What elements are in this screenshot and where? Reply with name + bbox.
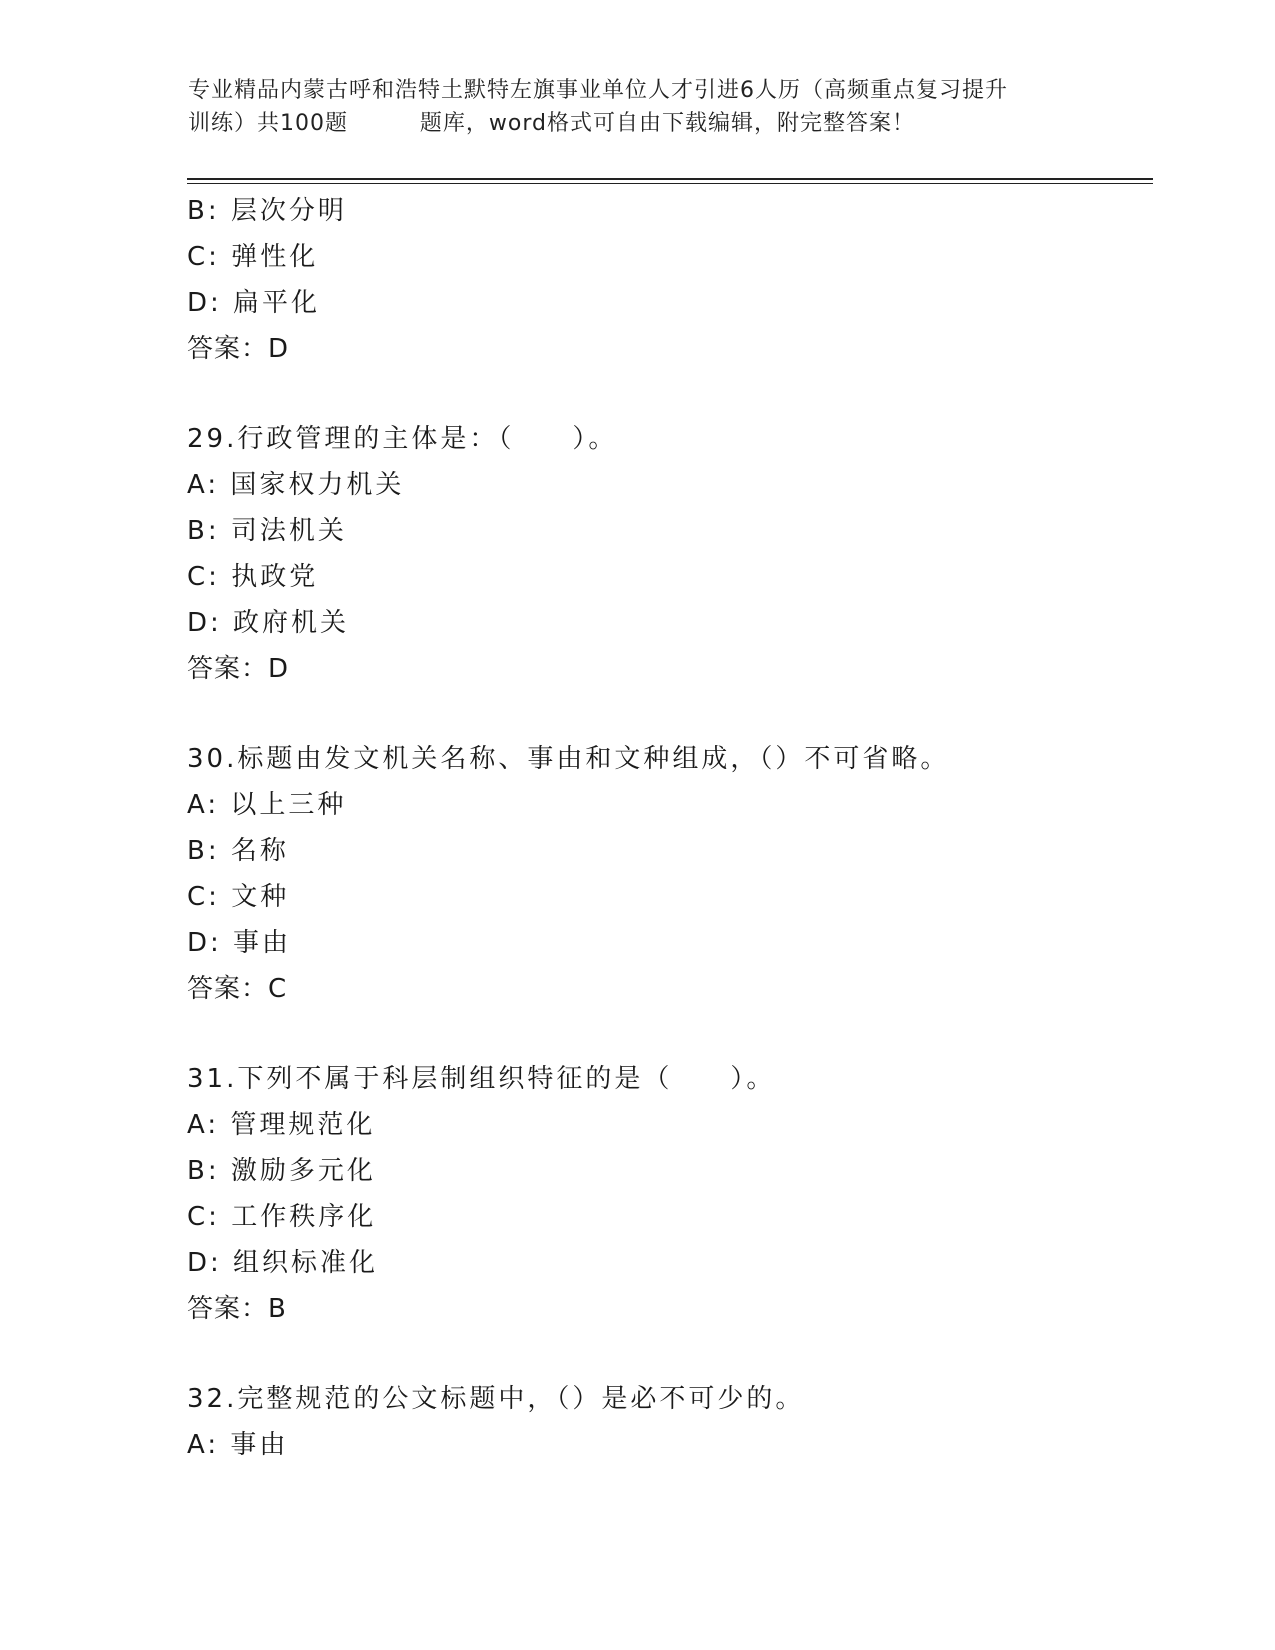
question-block	[187, 1376, 1147, 1468]
option-label: A:	[187, 1430, 220, 1460]
option-row	[187, 462, 1147, 508]
question-list	[187, 188, 1147, 1468]
option-row	[187, 234, 1147, 280]
answer-line: 答案：B	[187, 1294, 287, 1324]
option-label: B:	[187, 516, 220, 546]
option-text: 管理规范化	[230, 1110, 376, 1140]
spacer	[187, 372, 1147, 416]
option-row	[187, 508, 1147, 554]
option-label: C:	[187, 562, 220, 592]
option-text: 政府机关	[233, 608, 350, 638]
option-row	[187, 1194, 1147, 1240]
option-text: 扁平化	[233, 288, 321, 318]
option-row	[187, 188, 1147, 234]
header-rule-thin	[187, 183, 1153, 184]
option-text: 文种	[231, 882, 290, 912]
option-row	[187, 554, 1147, 600]
spacer	[187, 1012, 1147, 1056]
option-row	[187, 920, 1147, 966]
option-label: D:	[187, 1248, 222, 1278]
option-label: D:	[187, 608, 222, 638]
option-label: B:	[187, 196, 220, 226]
option-text: 国家权力机关	[230, 470, 405, 500]
option-text: 事由	[230, 1430, 289, 1460]
option-label: A:	[187, 1110, 220, 1140]
header-line-2: 训练）共100题 题库，word格式可自由下载编辑，附完整答案！	[188, 111, 916, 136]
question-block	[187, 416, 1147, 692]
answer-line: 答案：D	[187, 654, 290, 684]
spacer	[187, 692, 1147, 736]
option-text: 司法机关	[230, 516, 347, 546]
answer-line: 答案：C	[187, 974, 288, 1004]
question-block-partial	[187, 188, 1147, 372]
option-label: C:	[187, 242, 220, 272]
option-row	[187, 1240, 1147, 1286]
option-label: A:	[187, 470, 220, 500]
spacer	[187, 1332, 1147, 1376]
option-text: 激励多元化	[230, 1156, 376, 1186]
question-stem: 30.标题由发文机关名称、事由和文种组成，（）不可省略。	[187, 744, 950, 774]
option-text: 名称	[230, 836, 289, 866]
document-header	[188, 74, 1088, 140]
question-block	[187, 1056, 1147, 1332]
option-text: 执政党	[231, 562, 319, 592]
option-row	[187, 874, 1147, 920]
option-row	[187, 1148, 1147, 1194]
option-row	[187, 1102, 1147, 1148]
option-row	[187, 1422, 1147, 1468]
option-text: 事由	[233, 928, 292, 958]
question-stem: 32.完整规范的公文标题中，（）是必不可少的。	[187, 1384, 805, 1414]
option-row	[187, 782, 1147, 828]
option-row	[187, 828, 1147, 874]
option-text: 组织标准化	[233, 1248, 379, 1278]
option-label: B:	[187, 836, 220, 866]
option-text: 工作秩序化	[231, 1202, 377, 1232]
header-line-1: 专业精品内蒙古呼和浩特土默特左旗事业单位人才引进6人历（高频重点复习提升	[188, 78, 1008, 103]
question-stem: 31.下列不属于科层制组织特征的是（ ）。	[187, 1064, 776, 1094]
option-text: 层次分明	[230, 196, 347, 226]
option-label: D:	[187, 288, 222, 318]
option-label: A:	[187, 790, 220, 820]
question-stem: 29.行政管理的主体是：（ ）。	[187, 424, 618, 454]
header-rule-thick	[187, 178, 1153, 180]
answer-line: 答案：D	[187, 334, 290, 364]
option-row	[187, 280, 1147, 326]
option-label: C:	[187, 1202, 220, 1232]
option-text: 弹性化	[231, 242, 319, 272]
option-label: C:	[187, 882, 220, 912]
option-label: D:	[187, 928, 222, 958]
question-block	[187, 736, 1147, 1012]
option-row	[187, 600, 1147, 646]
option-text: 以上三种	[230, 790, 347, 820]
option-label: B:	[187, 1156, 220, 1186]
